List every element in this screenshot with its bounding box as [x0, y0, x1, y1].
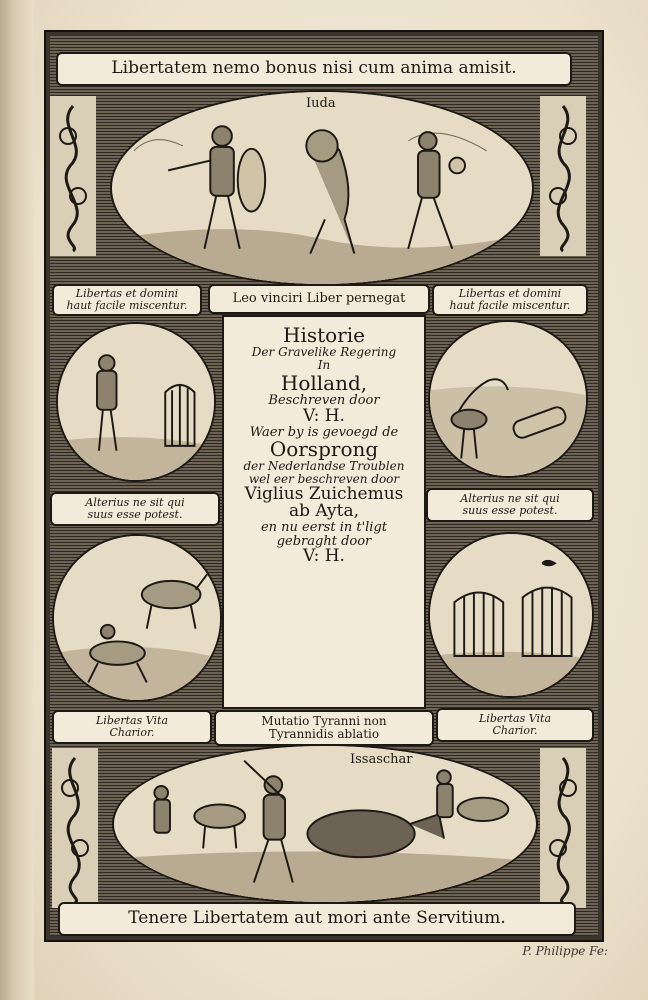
- top-right-label-line2: haut facile miscentur.: [449, 299, 571, 312]
- title-panel: [222, 315, 426, 709]
- mid-right-label-line2: suus esse potest.: [462, 504, 558, 517]
- title-line-in: In: [317, 357, 331, 372]
- title-holland: Holland,: [280, 371, 368, 396]
- top-left-label-line1: Libertas et domini: [75, 287, 179, 301]
- acanthus-scroll-top-right: [540, 96, 586, 256]
- low-right-label-line1: Libertas Vita: [479, 712, 551, 726]
- low-right-label-line2: Charior.: [492, 724, 538, 737]
- title-viglius: Viglius Zuichemus: [244, 483, 404, 504]
- roundel-cages: [428, 532, 594, 698]
- roundel-heron: [428, 320, 588, 478]
- title-historie: Historie: [283, 323, 365, 347]
- low-center-label-line1: Mutatio Tyranni non: [261, 714, 387, 729]
- low-left-label-line2: Charior.: [109, 726, 155, 739]
- mid-left-label-line1: Alterius ne sit qui: [85, 496, 185, 510]
- low-right-label: [436, 708, 594, 742]
- top-right-label-line1: Libertas et domini: [458, 287, 562, 301]
- top-center-label-text: Leo vinciri Liber pernegat: [232, 291, 406, 307]
- title-line-nu-eerst: en nu eerst in t'ligt: [260, 520, 388, 536]
- mid-right-label: [426, 488, 594, 522]
- title-line-wel-eer: wel eer beschreven door: [248, 471, 400, 486]
- roundel-horses: [52, 534, 222, 702]
- top-motto-text: Libertatem nemo bonus nisi cum anima amisit.: [111, 58, 517, 79]
- lion-and-warriors-illustration: [112, 92, 532, 284]
- low-left-label-line1: Libertas Vita: [96, 714, 168, 728]
- title-author-initials-2: V: H.: [303, 546, 345, 567]
- horse-and-rider-illustration: [54, 536, 220, 700]
- donkeys-and-drivers-illustration: [114, 746, 536, 902]
- title-author-initials-1: V: H.: [303, 405, 345, 426]
- title-line-beschreven: Beschreven door: [268, 393, 380, 409]
- low-center-label-line2: Tyrannidis ablatio: [268, 727, 380, 741]
- top-center-label: [208, 284, 430, 314]
- bottom-motto-banner: [58, 902, 576, 936]
- boy-with-bird-and-cage-illustration: [58, 324, 214, 480]
- bottom-scene-label: Issaschar: [350, 752, 413, 767]
- empty-birdcages-illustration: [430, 534, 592, 696]
- top-left-label: [52, 284, 202, 316]
- mid-right-label-line1: Alterius ne sit qui: [460, 492, 560, 506]
- title-line-gebraght: gebraght door: [276, 533, 372, 549]
- heron-and-log-illustration: [430, 322, 586, 476]
- top-scene-label: Iuda: [306, 96, 336, 111]
- title-oorsprong: Oorsprong: [269, 437, 379, 462]
- bottom-motto-text: Tenere Libertatem aut mori ante Servitium.: [128, 908, 506, 929]
- top-right-label: [432, 284, 588, 316]
- mid-left-label-line2: suus esse potest.: [87, 508, 183, 521]
- low-center-label: [214, 710, 434, 746]
- title-line-gravelike: Der Gravelike Regering: [251, 345, 397, 359]
- title-line-troublen: der Nederlandse Troublen: [243, 459, 405, 474]
- top-motto-banner: [56, 52, 572, 86]
- mid-left-label: [50, 492, 220, 526]
- acanthus-scroll-bottom-right: [540, 748, 586, 908]
- low-left-label: [52, 710, 212, 744]
- roundel-birdcage-boy: [56, 322, 216, 482]
- acanthus-scroll-bottom-left: [52, 748, 98, 908]
- acanthus-scroll-top-left: [50, 96, 96, 256]
- bottom-oval-scene: [112, 744, 538, 904]
- top-left-label-line2: haut facile miscentur.: [66, 299, 188, 312]
- engraver-signature: P. Philippe Fe:: [522, 944, 608, 958]
- title-line-waer-by: Waer by is gevoegd de: [249, 424, 399, 440]
- title-ab-ayta: ab Ayta,: [289, 501, 359, 522]
- book-gutter: [0, 0, 34, 1000]
- top-oval-scene: [110, 90, 534, 286]
